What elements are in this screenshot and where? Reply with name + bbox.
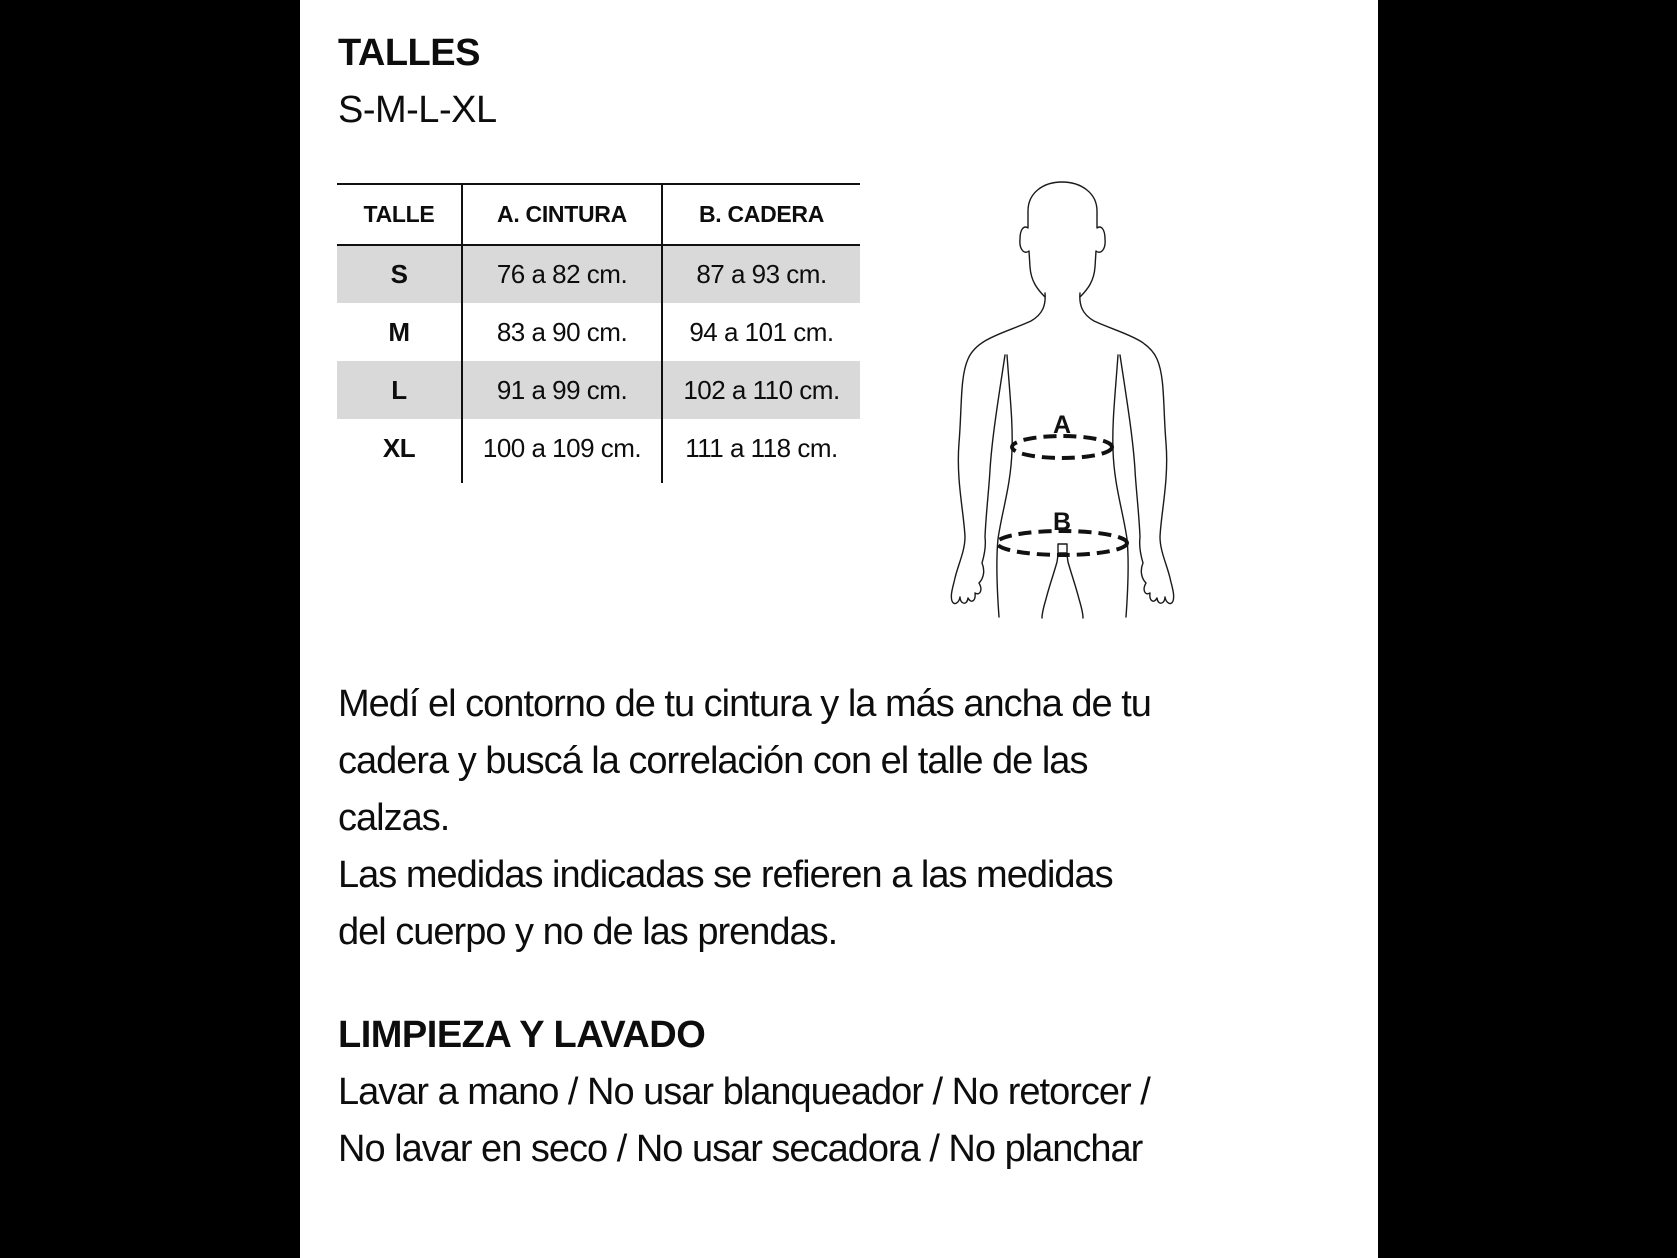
right-arm-outline [1080, 293, 1174, 604]
table-row [337, 245, 860, 303]
measurement-instructions [338, 676, 1151, 961]
sizes-range: S-M-L-XL [338, 89, 497, 131]
column-header-cintura: A. CINTURA [462, 184, 662, 245]
size-guide-panel [300, 0, 1378, 1258]
body-figure [945, 175, 1180, 625]
care-line: Lavar a mano / No usar blanqueador / No retorcer / [338, 1071, 1150, 1113]
right-letterbox [1378, 0, 1677, 1258]
cell-size-l: L [337, 361, 462, 419]
instruction-line: del cuerpo y no de las prendas. [338, 911, 838, 953]
table-row [337, 361, 860, 419]
hip-label: B [1052, 508, 1072, 536]
table-row [337, 419, 860, 477]
cell-size-m: M [337, 303, 462, 361]
care-section [338, 1007, 1150, 1178]
cell-hip-l: 102 a 110 cm. [662, 361, 860, 419]
head-outline [1020, 182, 1105, 297]
instruction-line: cadera y buscá la correlación con el talle de las [338, 740, 1088, 782]
instruction-line: Medí el contorno de tu cintura y la más ancha de tu [338, 683, 1151, 725]
left-inner-leg [1042, 555, 1058, 618]
cell-size-xl: XL [337, 419, 462, 477]
table-header-row [337, 184, 860, 245]
waist-measure-ellipse [1012, 436, 1112, 458]
column-header-talle: TALLE [337, 184, 462, 245]
title-block [338, 25, 497, 139]
cell-waist-xl: 100 a 109 cm. [462, 419, 662, 477]
page-title: TALLES [338, 32, 480, 74]
instruction-line: calzas. [338, 797, 450, 839]
left-arm-outline [951, 293, 1045, 604]
care-heading: LIMPIEZA Y LAVADO [338, 1014, 706, 1056]
instruction-line: Las medidas indicadas se refieren a las medidas [338, 854, 1113, 896]
crotch-marker [1058, 544, 1067, 553]
size-table [337, 183, 860, 483]
cell-size-s: S [337, 245, 462, 303]
cell-waist-s: 76 a 82 cm. [462, 245, 662, 303]
cell-waist-l: 91 a 99 cm. [462, 361, 662, 419]
cell-waist-m: 83 a 90 cm. [462, 303, 662, 361]
left-letterbox [0, 0, 300, 1258]
right-inner-leg [1067, 555, 1083, 618]
cell-hip-xl: 111 a 118 cm. [662, 419, 860, 477]
cell-hip-m: 94 a 101 cm. [662, 303, 860, 361]
column-header-cadera: B. CADERA [662, 184, 860, 245]
table-line-extension [337, 477, 860, 483]
table-row [337, 303, 860, 361]
waist-label: A [1052, 411, 1072, 439]
cell-hip-s: 87 a 93 cm. [662, 245, 860, 303]
care-line: No lavar en seco / No usar secadora / No planchar [338, 1128, 1143, 1170]
